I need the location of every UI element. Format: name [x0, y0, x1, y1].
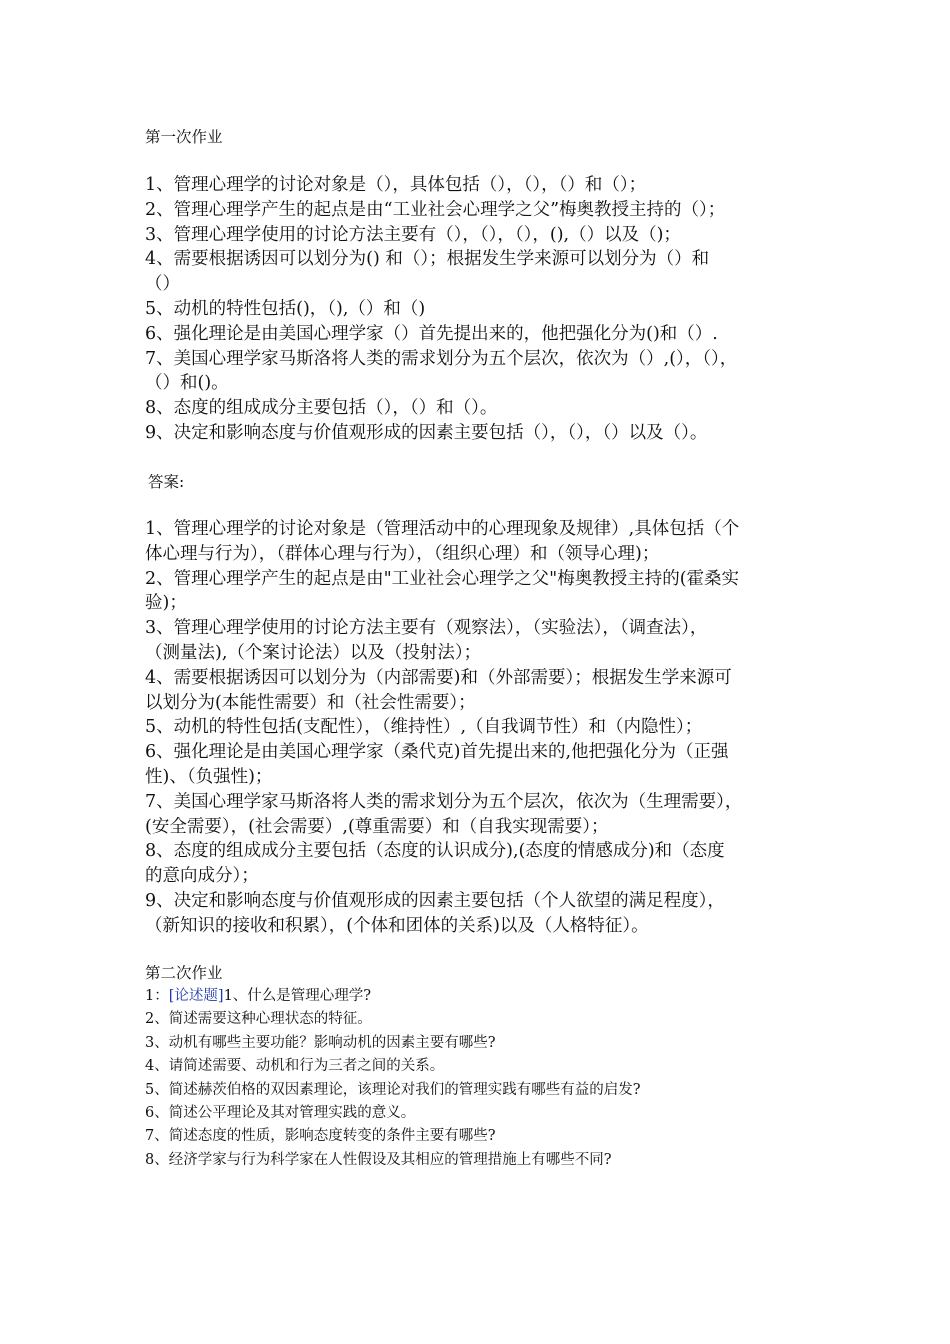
- section1-line: 3、管理心理学使用的讨论方法主要有（），（），（），(),（）以及（)；: [145, 224, 681, 245]
- answer-line: 体心理与行为），（群体心理与行为），（组织心理）和（领导心理)；: [145, 543, 660, 564]
- section2-line: 8、经济学家与行为科学家在人性假设及其相应的管理措施上有哪些不同?: [145, 1151, 612, 1168]
- section1-line: 8、态度的组成成分主要包括（），（）和（）。: [145, 398, 498, 419]
- section1-line: （）: [145, 274, 180, 295]
- section1-question-list: [145, 173, 815, 446]
- section2-title: 第二次作业: [145, 964, 223, 982]
- answer-line: 的意向成分）；: [145, 866, 259, 887]
- answer-line: 性)、（负强性)；: [145, 766, 273, 787]
- answer-line: 9、决定和影响态度与价值观形成的因素主要包括（个人欲望的满足程度），: [145, 890, 725, 911]
- section1-line: 1、管理心理学的讨论对象是（），具体包括（），（），（）和（）；: [145, 175, 647, 195]
- section2-question-list: [145, 985, 815, 1172]
- section2-line: 2、简述需要这种心理状态的特征。: [145, 1011, 372, 1028]
- question-text: 1、什么是管理心理学?: [223, 988, 372, 1004]
- section2-line: 5、简述赫茨伯格的双因素理论，该理论对我们的管理实践有哪些有益的启发?: [145, 1081, 641, 1098]
- answer-line: 6、强化理论是由美国心理学家（桑代克)首先提出来的,他把强化分为（正强: [145, 742, 729, 763]
- section2-line: 6、简述公平理论及其对管理实践的意义。: [145, 1105, 416, 1122]
- section2-line: 3、动机有哪些主要功能？影响动机的因素主要有哪些?: [145, 1034, 496, 1051]
- section2-line: [145, 985, 815, 1008]
- section2-line: 7、简述态度的性质，影响态度转变的条件主要有哪些?: [145, 1128, 496, 1145]
- answers-list: [145, 517, 815, 939]
- answer-line: （测量法),（个案讨论法）以及（投射法）；: [145, 642, 482, 663]
- answer-line: 5、动机的特性包括(支配性），（维持性）,（自我调节性）和（内隐性）；: [145, 717, 703, 738]
- answer-line: 7、美国心理学家马斯洛将人类的需求划分为五个层次，依次为（生理需要），: [145, 791, 743, 812]
- answers-title: 答案:: [148, 473, 185, 491]
- answer-line: 2、管理心理学产生的起点是由"工业社会心理学之父"梅奥教授主持的(霍桑实: [145, 568, 740, 589]
- answer-line: 3、管理心理学使用的讨论方法主要有（观察法），（实验法），（调查法），: [145, 618, 708, 639]
- answer-line: 以划分为(本能性需要）和（社会性需要）；: [145, 692, 476, 713]
- section1-line: 6、强化理论是由美国心理学家（）首先提出来的，他把强化分为()和（）.: [145, 323, 718, 344]
- question-number: 1：: [145, 988, 169, 1004]
- section1-line: 7、美国心理学家马斯洛将人类的需求划分为五个层次，依次为（）,(），（），: [145, 348, 738, 369]
- section1-line: 4、需要根据诱因可以划分为() 和（）；根据发生学来源可以划分为（）和: [145, 249, 710, 270]
- answer-line: 8、态度的组成成分主要包括（态度的认识成分),(态度的情感成分)和（态度: [145, 841, 725, 862]
- answer-line: 验)；: [145, 593, 187, 614]
- answer-line: （新知识的接收和积累），(个体和团体的关系)以及（人格特征）。: [145, 915, 649, 936]
- answer-line: 4、需要根据诱因可以划分为（内部需要)和（外部需要）；根据发生学来源可: [145, 667, 732, 688]
- section1-line: 5、动机的特性包括()，（),（）和（): [145, 298, 426, 319]
- section1-line: （）和()。: [145, 373, 229, 394]
- answer-line: 1、管理心理学的讨论对象是（管理活动中的心理现象及规律）,具体包括（个: [145, 519, 740, 539]
- essay-tag-link[interactable]: [论述题]: [168, 988, 224, 1004]
- answer-line: (安全需要），(社会需要）,(尊重需要）和（自我实现需要）；: [145, 816, 609, 837]
- section2-line: 4、请简述需要、动机和行为三者之间的关系。: [145, 1058, 445, 1075]
- section1-line: 2、管理心理学产生的起点是由“工业社会心理学之父”梅奥教授主持的（）；: [145, 199, 726, 220]
- section1-title: 第一次作业: [145, 128, 223, 146]
- section1-line: 9、决定和影响态度与价值观形成的因素主要包括（），（），（）以及（）。: [145, 422, 708, 443]
